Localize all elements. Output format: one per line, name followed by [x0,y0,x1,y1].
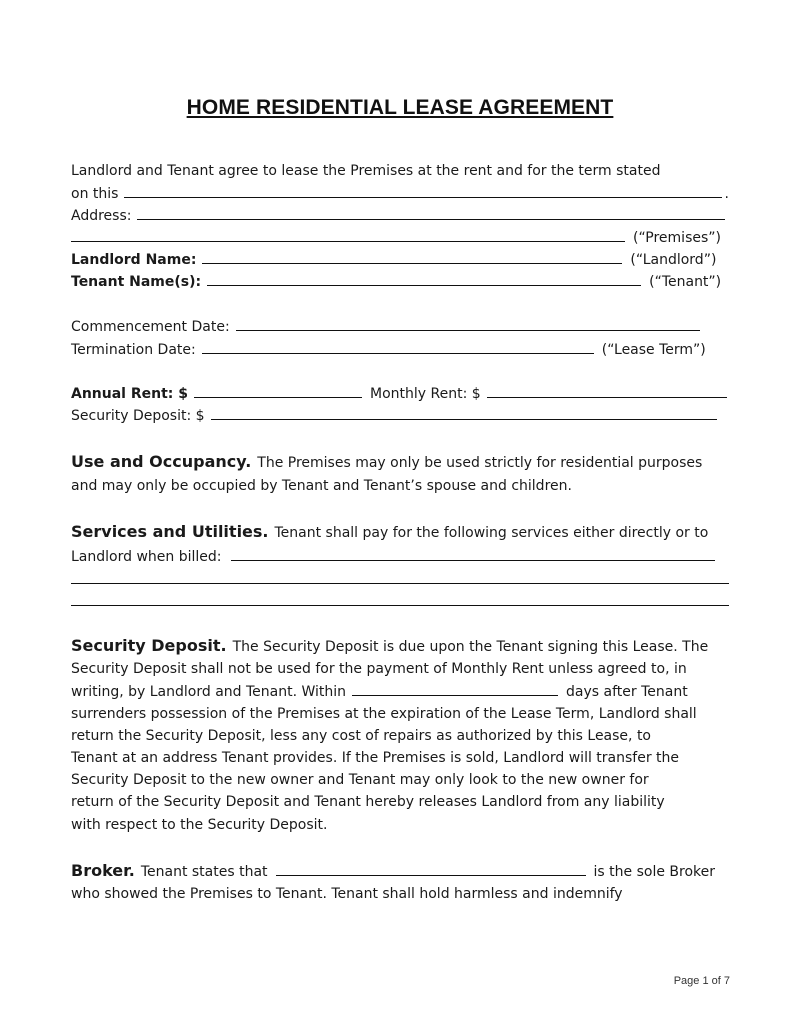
annual-rent-blank[interactable] [194,383,362,398]
use-text-1: The Premises may only be used strictly for residential purposes [257,455,703,471]
termination-label: Termination Date: [71,342,196,358]
services-line-1 [71,522,708,543]
security-deposit-blank[interactable] [211,405,717,420]
broker-heading: Broker. [71,861,135,880]
security-line-1 [71,636,708,657]
use-line-2: and may only be occupied by Tenant and Tenant’s spouse and children. [71,478,572,494]
monthly-rent-label: Monthly Rent: $ [370,386,481,402]
tenant-name-label: Tenant Name(s): [71,274,202,290]
services-billed-label: Landlord when billed: [71,549,222,565]
broker-line-1 [71,861,715,882]
use-heading: Use and Occupancy. [71,452,252,471]
broker-text-1a: Tenant states that [140,864,268,880]
use-line-1 [71,452,702,473]
lease-term-label: (“Lease Term”) [601,342,706,358]
security-text-3b: days after Tenant [566,684,688,700]
broker-name-blank[interactable] [276,861,586,876]
address-label: Address: [71,208,132,224]
security-text-1: The Security Deposit is due upon the Tenant signing this Lease. The [232,639,709,655]
tenant-name-blank[interactable] [207,271,641,286]
annual-rent-label: Annual Rent: $ [71,386,189,402]
commencement-blank[interactable] [236,316,700,331]
commencement-line [71,316,702,337]
security-line-9: with respect to the Security Deposit. [71,817,328,833]
security-line-2: Security Deposit shall not be used for the payment of Monthly Rent unless agreed to, in [71,661,687,677]
intro-period: . [724,186,729,202]
security-text-3a: writing, by Landlord and Tenant. Within [71,684,347,700]
intro-on-this-label: on this [71,186,119,202]
services-blank-1[interactable] [231,546,715,561]
premises-label: (“Premises”) [633,230,721,246]
monthly-rent-blank[interactable] [487,383,727,398]
services-blank-2[interactable] [71,583,729,584]
services-line-2 [71,546,717,567]
broker-text-1b: is the sole Broker [593,864,715,880]
tenant-line [71,271,721,292]
security-deposit-line [71,405,719,426]
security-heading: Security Deposit. [71,636,227,655]
tenant-suffix: (“Tenant”) [649,274,722,290]
security-line-8: return of the Security Deposit and Tenant hereby releases Landlord from any liability [71,794,665,810]
rent-line [71,383,729,404]
broker-line-2: who showed the Premises to Tenant. Tenant shall hold harmless and indemnify [71,886,623,902]
page-number: Page 1 of 7 [673,975,730,987]
landlord-name-label: Landlord Name: [71,252,197,268]
landlord-line [71,249,716,270]
intro-line-2 [71,183,729,204]
address-line-2 [71,227,721,248]
services-blank-3[interactable] [71,605,729,606]
services-heading: Services and Utilities. [71,522,269,541]
address-blank-2[interactable] [71,227,625,242]
security-line-5: return the Security Deposit, less any cost of repairs as authorized by this Lease, to [71,728,652,744]
termination-blank[interactable] [202,339,594,354]
termination-line [71,339,706,360]
date-blank[interactable] [124,183,722,198]
address-blank-1[interactable] [137,205,725,220]
security-line-7: Security Deposit to the new owner and Tenant may only look to the new owner for [71,772,649,788]
security-line-6: Tenant at an address Tenant provides. If the Premises is sold, Landlord will transfer the [71,750,680,766]
landlord-name-blank[interactable] [202,249,622,264]
document-title: HOME RESIDENTIAL LEASE AGREEMENT [186,96,614,119]
intro-line-1: Landlord and Tenant agree to lease the Premises at the rent and for the term stated [71,163,661,179]
days-blank[interactable] [352,681,558,696]
security-line-4: surrenders possession of the Premises at the expiration of the Lease Term, Landlord shall [71,706,697,722]
landlord-suffix: (“Landlord”) [630,252,717,268]
security-deposit-label: Security Deposit: $ [71,408,205,424]
commencement-label: Commencement Date: [71,319,230,335]
security-line-3 [71,681,688,702]
services-text-1: Tenant shall pay for the following services either directly or to [274,525,709,541]
address-line [71,205,727,226]
